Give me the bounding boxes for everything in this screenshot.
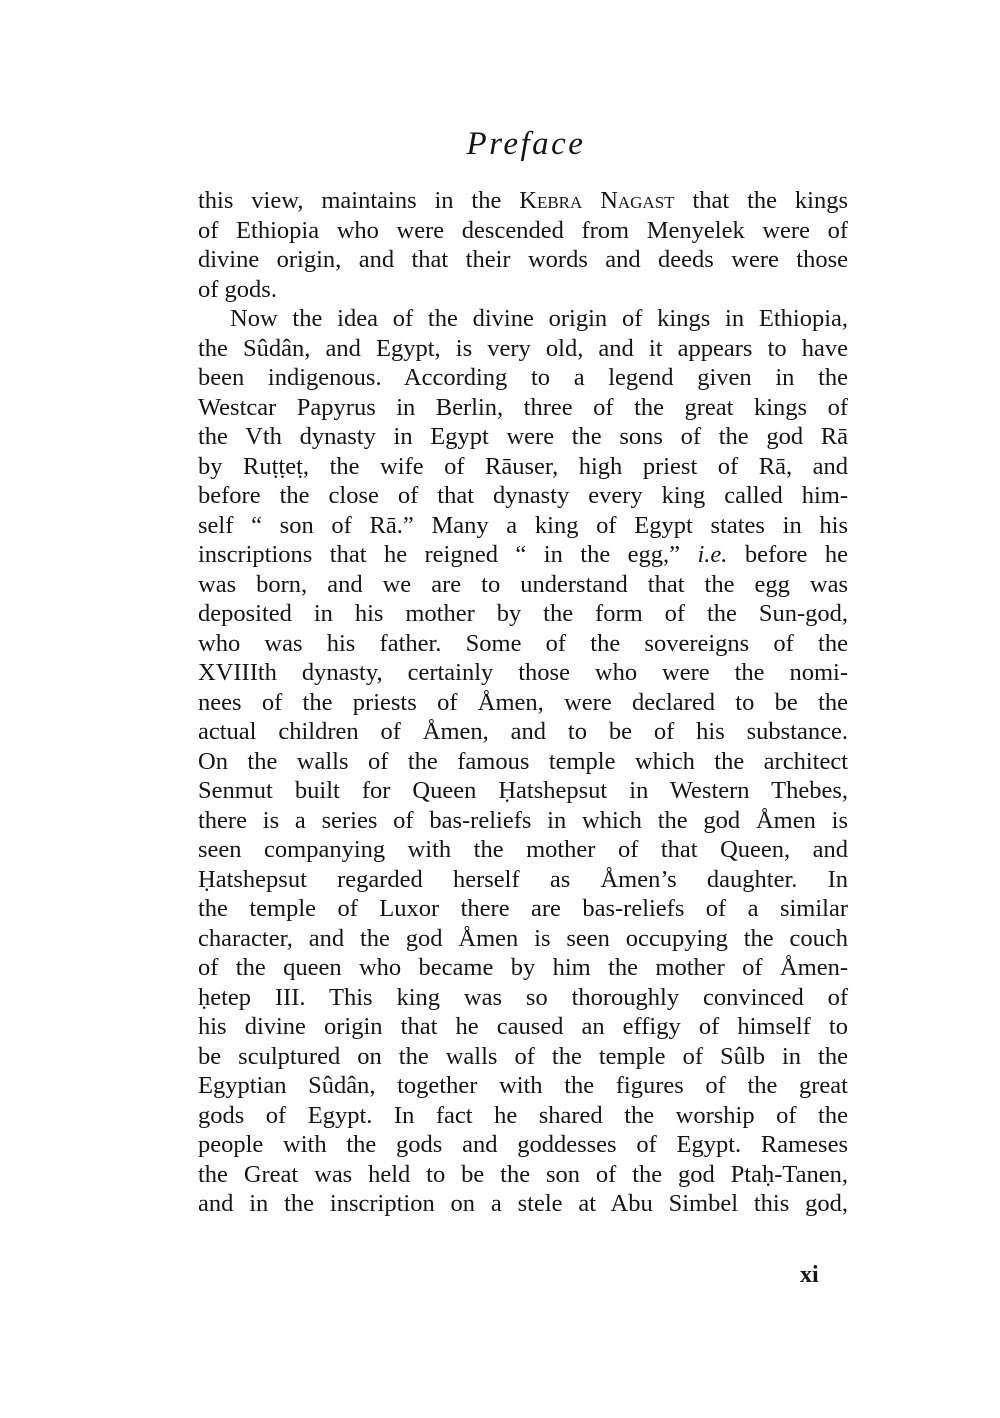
text-line: the Great was held to be the son of the god Ptaḥ-Tanen,: [198, 1160, 848, 1188]
text-line: was born, and we are to understand that the egg was: [198, 570, 848, 598]
text-line: of the queen who became by him the mother of Åmen-: [198, 954, 848, 981]
text-line: character, and the god Åmen is seen occupying the couch: [198, 924, 848, 952]
text-line: On the walls of the famous temple which the architect: [198, 747, 848, 775]
text-fragment: this view, maintains in the: [198, 187, 520, 214]
text-line: [198, 540, 848, 570]
text-line: gods of Egypt. In fact he shared the worship of the: [198, 1101, 848, 1129]
text-line: be sculptured on the walls of the temple of Sûlb in the: [198, 1042, 848, 1070]
text-fragment: before he: [727, 541, 848, 568]
book-title: Kebra Nagast: [519, 187, 675, 214]
page-title: Preface: [466, 126, 586, 162]
preface-body: [198, 186, 848, 1219]
text-line: XVIIIth dynasty, certainly those who were the nomi-: [198, 659, 848, 686]
text-line: been indigenous. According to a legend given in the: [198, 364, 848, 391]
text-line: the Sûdân, and Egypt, is very old, and it appears to have: [198, 334, 848, 362]
text-line: Ḥatshepsut regarded herself as Åmen’s daughter. In: [198, 865, 848, 893]
text-line: self “ son of Rā.” Many a king of Egypt states in his: [198, 511, 848, 539]
text-line: Now the idea of the divine origin of kings in Ethiopia,: [230, 305, 848, 332]
text-line: of gods.: [198, 275, 277, 303]
text-line: people with the gods and goddesses of Egypt. Rameses: [198, 1131, 848, 1158]
text-line: Westcar Papyrus in Berlin, three of the great kings of: [198, 393, 848, 421]
text-line: the Vth dynasty in Egypt were the sons of the god Rā: [198, 423, 848, 450]
text-line: seen companying with the mother of that Queen, and: [198, 836, 848, 863]
text-line: Egyptian Sûdân, together with the figures of the great: [198, 1072, 848, 1099]
page-number: xi: [800, 1262, 819, 1288]
text-line: Senmut built for Queen Ḥatshepsut in Western Thebes,: [198, 777, 848, 804]
text-line: the temple of Luxor there are bas-reliefs of a similar: [198, 895, 848, 922]
text-fragment: that the kings: [674, 187, 848, 214]
text-line: ḥetep III. This king was so thoroughly convinced of: [198, 983, 848, 1011]
text-line: of Ethiopia who were descended from Menyelek were of: [198, 216, 848, 244]
text-line: actual children of Åmen, and to be of his substance.: [198, 718, 848, 745]
text-line: by Ruṭṭeṭ, the wife of Rāuser, high priest of Rā, and: [198, 452, 848, 480]
text-line: who was his father. Some of the sovereigns of the: [198, 629, 848, 657]
text-line: divine origin, and that their words and deeds were those: [198, 246, 848, 273]
text-line: his divine origin that he caused an effigy of himself to: [198, 1013, 848, 1040]
text-fragment: inscriptions that he reigned “ in the egg,”: [198, 541, 698, 568]
text-line: nees of the priests of Åmen, were declared to be the: [198, 688, 848, 716]
text-line: [198, 186, 848, 216]
abbreviation: i.e.: [697, 541, 728, 568]
text-line: and in the inscription on a stele at Abu Simbel this god,: [198, 1190, 848, 1217]
text-line: there is a series of bas-reliefs in which the god Åmen is: [198, 806, 848, 834]
text-line: deposited in his mother by the form of the Sun-god,: [198, 600, 848, 627]
text-line: before the close of that dynasty every king called him-: [198, 482, 848, 509]
